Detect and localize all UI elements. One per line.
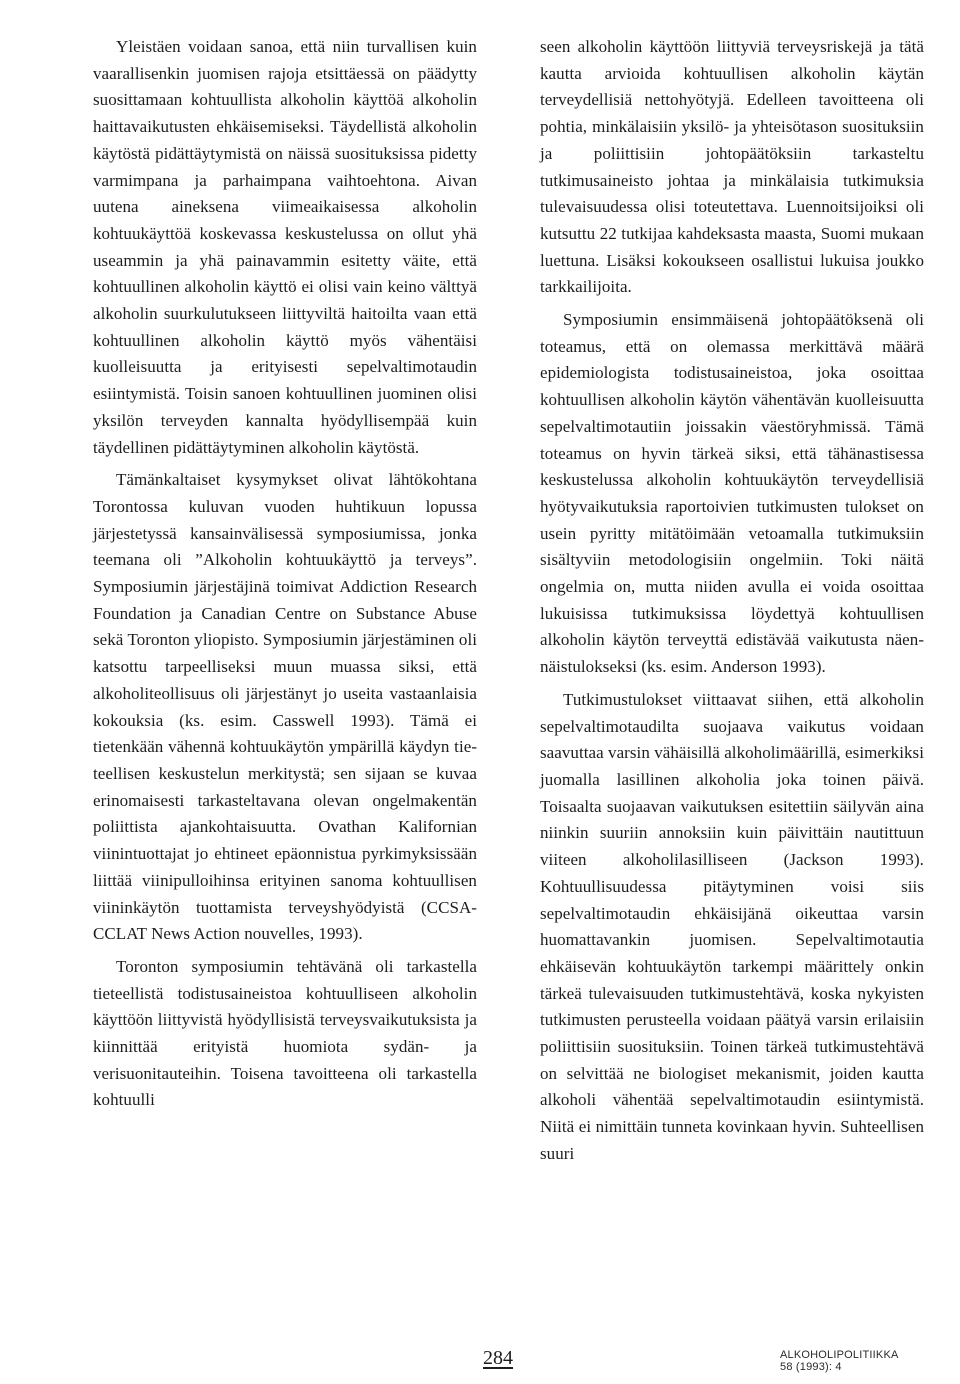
page-number: 284	[483, 1347, 513, 1369]
paragraph-right-1: seen alkoholin käyttöön liittyviä terveysriskejä ja tätä kautta arvioida kohtuullisen alkoholin käytän terveydellisiä nettohyötyjä. Edelleen tavoitteena oli pohtia, minkälaisiin yksilö- ja yhteisötason suosituksiin ja poliittisiin johtopäätöksiin tarkasteltu tutkimusaineisto johtaa ja minkälaisia tutkimuksia tulevaisuudessa olisi toteutettava. Luennoitsijoiksi oli kutsuttu 22 tutkijaa kahdeksasta maasta, Suomi mukaan luettuna. Lisäksi kokoukseen osallistui lukuisa joukko tarkkailijoita.	[540, 37, 924, 297]
paragraph-left-2: Tämänkaltaiset kysymykset olivat lähtökohtana Torontossa kuluvan vuoden huhtikuun lopussa järjestetyssä kansainvälisessä symposiumissa, jonka teemana oli ”Alkoholin kohtuukäyttö ja terveys”. Symposiumin järjestäjinä toimivat Addiction Research Foundation ja Canadian Centre on Substance Abuse sekä Toronton yliopisto. Symposiumin järjestäminen oli katsottu tarpeelliseksi muun muassa siksi, että alkoholiteollisuus oli järjestänyt jo useita vastaanlaisia kokouksia (ks. esim. Casswell 1993). Tämä ei tietenkään vähennä kohtuukäytön ympärillä käydyn tieteellisen keskustelun merkitystä; sen sijaan se kuvaa erinomaisesti tarkasteltavana olevan ongelmakentän poliittista ajankohtaisuutta. Ovathan Kalifornian viinintuottajat jo ehtineet epäonnistua pyrkimyksissään liittää viinipulloihinsa erityinen sanoma kohtuullisen viininkäytön tuottamista terveyshyödyistä (CCSA-CCLAT News Action nouvelles, 1993).	[93, 470, 477, 944]
left-column	[93, 34, 477, 1120]
journal-issue: 58 (1993): 4	[780, 1361, 842, 1373]
paragraph-left-1: Yleistäen voidaan sanoa, että niin turvallisen kuin vaarallisenkin juomisen rajoja etsittäessä on päädytty suosittamaan kohtuullista alkoholin käyttöä alkoholin haittavaikutusten ehkäisemiseksi. Täydellistä alkoholin käytöstä pidättäytymistä on näissä suosituksissa pidetty varmimpana ja parhaimpana vaihtoehtona. Aivan uutena aineksena viimeaikaisessa alkoholin kohtuukäyttöä koskevassa keskustelussa on ollut yhä useammin ja yhä painavammin esitetty väite, että kohtuullinen alkoholin käyttö ei olisi vain keino välttyä alkoholin suurkulutukseen liittyviltä haitoilta vaan että kohtuullinen alkoholin käyttö myös vähentäisi kuolleisuutta ja erityisesti sepelvaltimotaudin esiintymistä. Toisin sanoen kohtuullinen juominen olisi yksilön terveyden kannalta hyödyllisempää kuin täydellinen pidättäytyminen alkoholin käytöstä.	[93, 37, 477, 457]
paragraph-right-2: Symposiumin ensimmäisenä johtopäätöksenä oli toteamus, että on olemassa merkittävä määrä epidemiologista todistusaineistoa, joka osoittaa kohtuullisen alkoholin käytön vähentävän kuolleisuutta sepelvaltimotautiin joissakin väestöryhmissä. Tämä toteamus on hyvin tärkeä siksi, että tähänastisessa keskustelussa alkoholin kohtuukäytön terveydellisiä hyötyvaikutuksia raportoivien tutkimusten tulokset on usein pyritty mitätöimään vetoamalla tutkimuksiin sisältyviin metodologisiin ongelmiin. Toki näitä ongelmia on, mutta niiden avulla ei voida osoittaa lukuisissa tutkimuksissa löydettyä kohtuullisen alkoholin käytön terveyttä edistävää vaikutusta näennäistulokseksi (ks. esim. Anderson 1993).	[540, 310, 924, 677]
paragraph-right-3: Tutkimustulokset viittaavat siihen, että alkoholin sepelvaltimotaudilta suojaava vaikutus voidaan saavuttaa varsin vähäisillä alkoholimäärillä, esimerkiksi juomalla lasillinen alkoholia joka toinen päivä. Toisaalta suojaavan vaikutuksen esitettiin säilyvän aina niinkin suuriin annoksiin kuin päivittäin nautittuun viiteen alkoholilasilliseen (Jackson 1993). Kohtuullisuudessa pitäytyminen voisi siis sepelvaltimotaudin ehkäisijänä oikeuttaa varsin huomattavankin juomisen. Sepelvaltimotautia ehkäisevän kohtuukäytön tarkempi määrittely onkin tärkeä tulevaisuuden tutkimustehtävä, koska nykyisten tutkimusten perusteella voidaan päätyä varsin erilaisiin poliittisiin suosituksiin. Toinen tärkeä tutkimustehtävä on selvittää ne biologiset mekanismit, joiden kautta alkoholi vähentää sepelvaltimotaudin esiintymistä. Niitä ei nimittäin tunneta kovinkaan hyvin. Suhteellisen suuri	[540, 689, 924, 1163]
right-column	[540, 34, 924, 1174]
journal-footer	[780, 1349, 930, 1373]
paragraph-left-3: Toronton symposiumin tehtävänä oli tarkastella tieteellistä todistusaineistoa kohtuulliseen alkoholin käyttöön liittyvistä hyödyllisistä terveysvaikutuksista ja kiinnittää erityistä huomiota sydän- ja verisuonitauteihin. Toisena tavoitteena oli tarkastella kohtuulli	[93, 956, 477, 1110]
journal-title: ALKOHOLIPOLITIIKKA	[780, 1349, 899, 1361]
